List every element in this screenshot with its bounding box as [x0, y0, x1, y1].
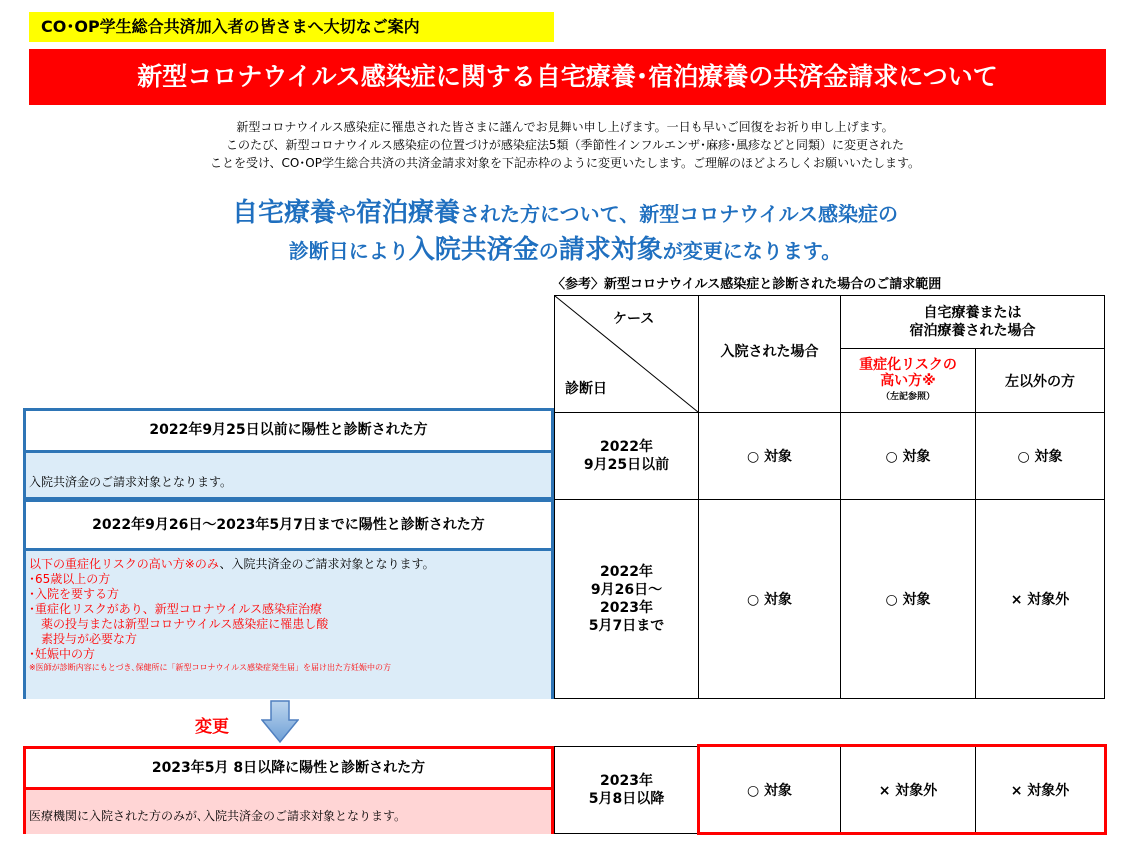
intro-line: ことを受け、CO･OP学生総合共済の共済金請求対象を下記赤枠のように変更いたします。ご理解のほどよろしくお願いいたします。: [209, 156, 921, 170]
intro-text: [60, 118, 1070, 172]
box1-title: 2022年9月25日以前に陽性と診断された方: [26, 411, 551, 453]
box2-body-red: 以下の重症化リスクの高い方※のみ: [29, 557, 220, 571]
headline-text: や: [336, 202, 356, 226]
home-stay-header: 自宅療養または 宿泊療養された場合: [840, 295, 1105, 349]
row3-hospitalized: ○ 対象: [698, 746, 841, 834]
down-arrow-icon: [261, 700, 299, 744]
row2-others: × 対象外: [975, 499, 1105, 699]
hospitalized-header: 入院された場合: [698, 295, 841, 413]
row2-hospitalized: ○ 対象: [698, 499, 841, 699]
others-header: 左以外の方: [975, 348, 1105, 413]
box2-item: ･重症化リスクがあり、新型コロナウイルス感染症治療: [29, 602, 323, 616]
row2-date: 2022年 9月26日～ 2023年 5月7日まで: [554, 499, 699, 699]
box2-body-black: 、入院共済金のご請求対象となります。: [219, 557, 435, 571]
box2-body: [26, 551, 551, 699]
box-period-2: [23, 499, 554, 699]
headline-home-care: 自宅療養: [231, 198, 336, 228]
row3-high-risk: × 対象外: [840, 746, 976, 834]
box2-title: 2022年9月26日～2023年5月7日までに陽性と診断された方: [26, 502, 551, 551]
row3-date: 2023年 5月8日以降: [554, 746, 699, 834]
diagnosis-date-label: 診断日: [565, 381, 607, 397]
high-risk-header: [840, 348, 976, 413]
box2-item: ･入院を要する方: [29, 587, 120, 601]
headline-claim-target: 請求対象: [558, 235, 663, 265]
headline-lodging-care: 宿泊療養: [356, 198, 461, 228]
reference-title: 〈参考〉新型コロナウイルス感染症と診断された場合のご請求範囲: [552, 277, 942, 292]
box2-item: ･65歳以上の方: [29, 572, 111, 586]
high-risk-note: （左記参照）: [880, 392, 935, 402]
headline: [60, 196, 1070, 270]
row1-high-risk: ○ 対象: [840, 412, 976, 500]
diagonal-header-cell: [554, 295, 699, 413]
main-title: 新型コロナウイルス感染症に関する自宅療養･宿泊療養の共済金請求について: [29, 49, 1106, 105]
case-label: ケース: [613, 311, 655, 327]
box1-body: 入院共済金のご請求対象となります。: [26, 453, 551, 497]
box2-item: ･妊娠中の方: [29, 647, 96, 661]
row2-high-risk: ○ 対象: [840, 499, 976, 699]
headline-text: された方について、新型コロナウイルス感染症の: [460, 202, 899, 226]
row1-others: ○ 対象: [975, 412, 1105, 500]
intro-line: 新型コロナウイルス感染症に罹患された皆さまに謹んでお見舞い申し上げます。一日も早いご回復をお祈り申し上げます。: [236, 120, 894, 134]
row1-hospitalized: ○ 対象: [698, 412, 841, 500]
box3-body: 医療機関に入院された方のみが､入院共済金のご請求対象となります。: [26, 790, 551, 834]
box2-item: 素投与が必要な方: [29, 632, 138, 646]
top-label: CO･OP学生総合共済加入者の皆さまへ大切なご案内: [29, 12, 554, 42]
headline-text: の: [538, 239, 559, 263]
box2-note: ※医師が診断内容にもとづき､保健所に「新型コロナウイルス感染症発生届」を届け出た方妊娠中の方: [29, 663, 392, 672]
change-label: 変更: [195, 717, 229, 737]
box-period-3: [23, 746, 554, 834]
box-period-1: [23, 408, 554, 500]
row1-date: 2022年 9月25日以前: [554, 412, 699, 500]
box2-item: 薬の投与または新型コロナウイルス感染症に罹患し酸: [29, 617, 329, 631]
headline-text: が変更になります。: [662, 239, 842, 263]
headline-text: 診断日により: [288, 239, 409, 263]
row3-change-highlight: [697, 744, 1107, 835]
high-risk-label: 重症化リスクの 高い方※: [859, 357, 957, 389]
box3-title: 2023年5月 8日以降に陽性と診断された方: [26, 749, 551, 790]
headline-hospital-benefit: 入院共済金: [408, 235, 539, 265]
intro-line: このたび、新型コロナウイルス感染症の位置づけが感染症法5類（季節性インフルエンザ･麻疹･風疹などと同類）に変更された: [226, 138, 904, 152]
row3-others: × 対象外: [975, 746, 1105, 834]
